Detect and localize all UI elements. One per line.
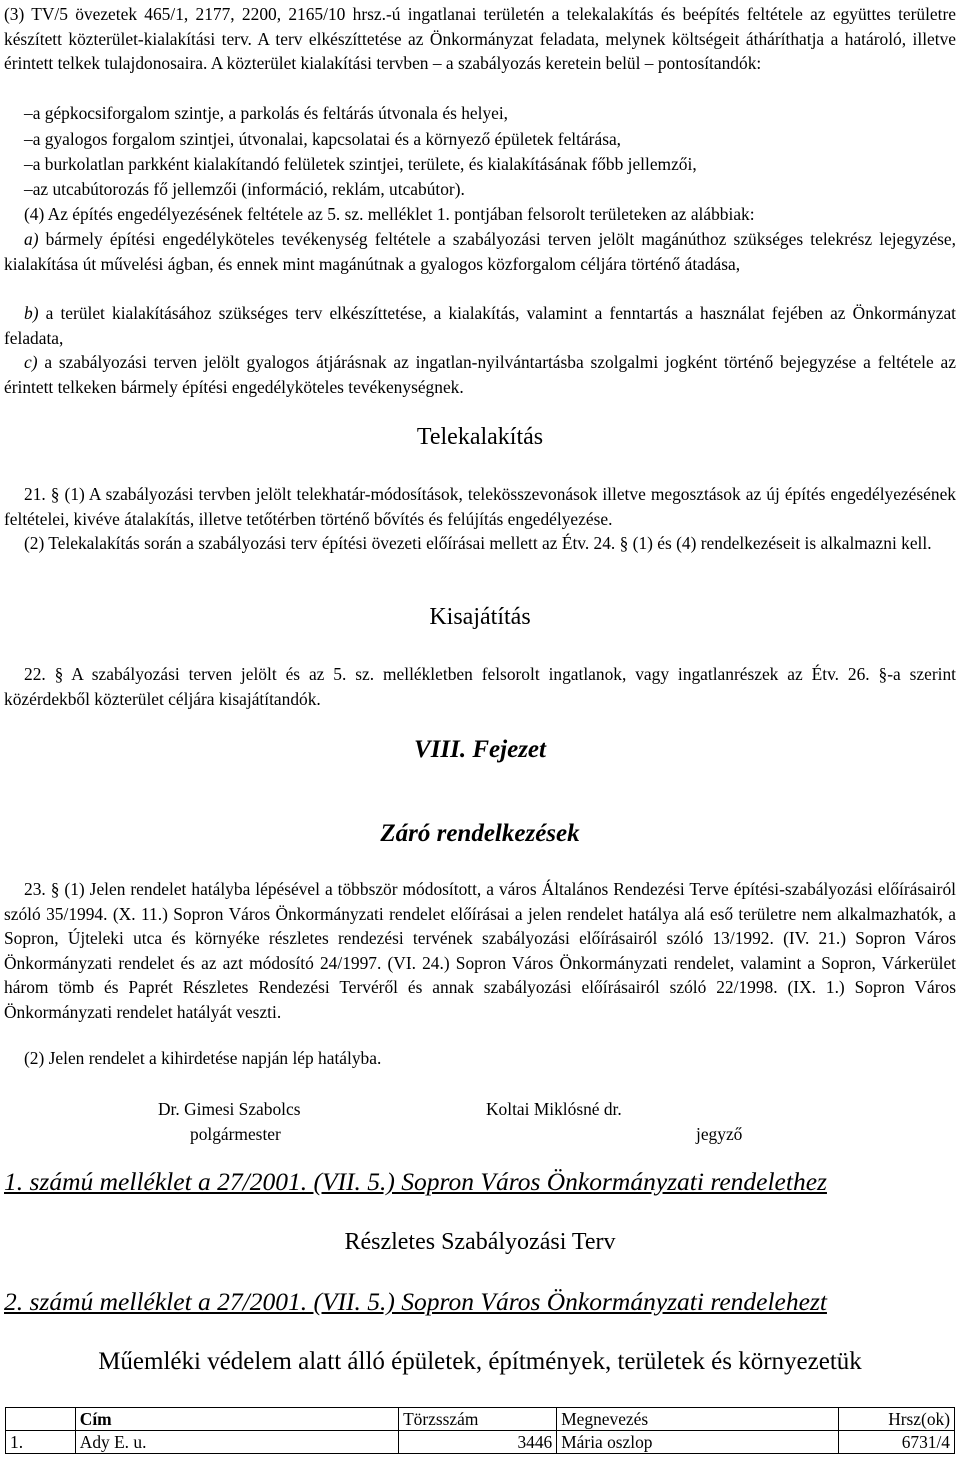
- section-23-2: (2) Jelen rendelet a kihirdetése napján lép hatályba.: [24, 1048, 382, 1068]
- signature-left-name: Dr. Gimesi Szabolcs: [158, 1099, 301, 1119]
- section-heading-kisajatitas: Kisajátítás: [429, 604, 531, 630]
- point-a-label: a): [24, 229, 39, 249]
- signature-right-name: Koltai Miklósné dr.: [486, 1099, 622, 1119]
- table-header: Hrsz(ok): [838, 1408, 954, 1431]
- point-b-label: b): [24, 303, 39, 323]
- chapter-number: VIII. Fejezet: [414, 736, 546, 763]
- table-cell: 1.: [6, 1431, 76, 1454]
- paragraph-3: (3) TV/5 övezetek 465/1, 2177, 2200, 2165/10 hrsz.-ú ingatlanai területén a telekalakítás és beépítés feltétele az együttes területre készített közterület-kialakítási terv. A terv elkészíttetése az Önkormányzat feladata, melynek költségeit átháríthatja a határoló, illetve érintett telkek tulajdonosaira. A közterület kialakítási tervben ‒ a szabályozás keretein belül ‒ pontosítandók:: [4, 4, 956, 74]
- section-21-1: 21. § (1) A szabályozási tervben jelölt telekhatár-módosítások, telekösszevonások illetve megosztások az új építés engedélyezésének feltételei, kivéve átalakítás, illetve tetőtérben történő bővítés és felújítás engedélyezése.: [4, 484, 956, 529]
- table-header: Törzsszám: [399, 1408, 557, 1431]
- table-row: [6, 1431, 955, 1454]
- table-cell: Ady E. u.: [75, 1431, 398, 1454]
- annex-2-heading: 2. számú melléklet a 27/2001. (VII. 5.) Sopron Város Önkormányzati rendelehezt: [4, 1287, 827, 1316]
- point-b-text: a terület kialakításához szükséges terv elkészíttetése, a kialakítás, valamint a fenntartás a használat fejében az Önkormányzat feladata,: [4, 303, 956, 348]
- section-heading-telekalakitas: Telekalakítás: [416, 424, 544, 450]
- point-c-text: a szabályozási terven jelölt gyalogos átjárásnak az ingatlan-nyilvántartásba szolgalmi jogként történő bejegyzése a feltétele az érintett telkeken bármely építési engedélyköteles tevékenységnek.: [4, 352, 956, 397]
- chapter-title: Záró rendelkezések: [380, 820, 580, 847]
- section-21-2: (2) Telekalakítás során a szabályozási terv építési övezeti előírásai mellett az Étv. 24. § (1) és (4) rendelkezéseit is alkalmazni kell.: [24, 533, 932, 553]
- point-a-text: bármely építési engedélyköteles tevékenység feltétele a szabályozási terven jelölt magánúthoz szükséges telekrész lejegyzése, kialakítása út művelési ágban, és ennek mint magánútnak a gyalogos közforgalom céljára történő átadása,: [4, 229, 956, 274]
- list-item: ‒a gyalogos forgalom szintjei, útvonalai, kapcsolatai és a környező épületek feltárása,: [24, 129, 622, 149]
- annex-1-heading: 1. számú melléklet a 27/2001. (VII. 5.) Sopron Város Önkormányzati rendelethez: [4, 1167, 827, 1196]
- annex-1-title: Részletes Szabályozási Terv: [344, 1229, 616, 1255]
- monuments-table: [5, 1407, 955, 1454]
- point-b: [4, 301, 956, 350]
- signature-right-title: jegyző: [696, 1124, 743, 1144]
- list-item: ‒az utcabútorozás fő jellemzői (információ, reklám, utcabútor).: [24, 179, 465, 199]
- table-cell: Mária oszlop: [557, 1431, 838, 1454]
- table-header: Cím: [75, 1408, 398, 1431]
- table-header: [6, 1408, 76, 1431]
- section-23-1: 23. § (1) Jelen rendelet hatályba lépésével a többször módosított, a város Általános Rendezési Terve építési-szabályozási előírásairól szóló 35/1994. (X. 11.) Sopron Város Önkormányzati rendelet előírásai a jelen rendelet hatálya alá eső területre nem alkalmazhatók, a Sopron, Újteleki utca és környéke részletes rendezési tervének szabályozási előírásairól szóló 13/1992. (IV. 21.) Sopron Város Önkormányzati rendelet és az azt módosító 24/1997. (VI. 24.) Sopron Város Önkormányzati rendelet, valamint a Sopron, Várkerület három tömb és Paprét Részletes Rendezési Tervéről és annak szabályozási előírásairól szóló 22/1998. (IX. 1.) Sopron Város Önkormányzati rendelet hatályát veszti.: [4, 879, 956, 1022]
- paragraph-4: (4) Az építés engedélyezésének feltétele az 5. sz. melléklet 1. pontjában felsorolt területeken az alábbiak:: [24, 204, 755, 224]
- table-cell: 3446: [399, 1431, 557, 1454]
- list-item: ‒a gépkocsiforgalom szintje, a parkolás és feltárás útvonala és helyei,: [24, 103, 509, 123]
- section-22: 22. § A szabályozási terven jelölt és az 5. sz. mellékletben felsorolt ingatlanok, vagy ingatlanrészek az Étv. 26. §-a szerint közérdekből közterület céljára kisajátítandók.: [4, 664, 956, 709]
- point-a: [4, 227, 956, 276]
- annex-2-title: Műemléki védelem alatt álló épületek, építmények, területek és környezetük: [98, 1348, 862, 1375]
- table-header-row: [6, 1408, 955, 1431]
- list-item: ‒a burkolatlan parkként kialakítandó felületek szintjei, területe, és kialakításának főbb jellemzői,: [24, 154, 697, 174]
- point-c-label: c): [24, 352, 38, 372]
- table-cell: 6731/4: [838, 1431, 954, 1454]
- table-header: Megnevezés: [557, 1408, 838, 1431]
- point-c: [4, 350, 956, 399]
- signature-left-title: polgármester: [190, 1124, 281, 1144]
